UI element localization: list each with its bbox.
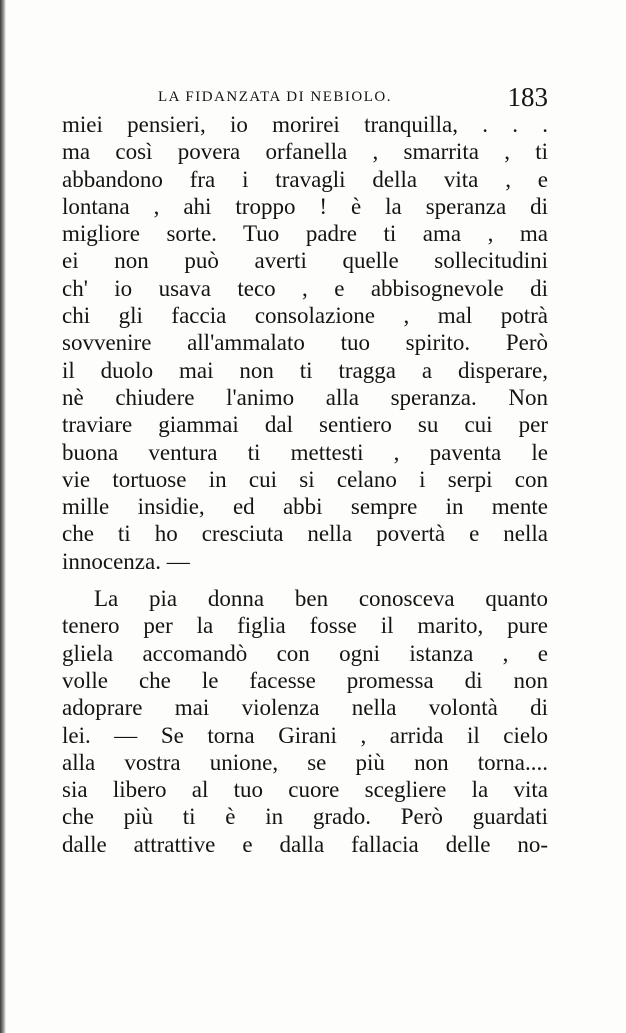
text-line: mille insidie, ed abbi sempre in mente [62, 494, 548, 520]
text-line: traviare giammai dal sentiero su cui per [62, 412, 548, 438]
text-line: che più ti è in grado. Però guardati [62, 804, 548, 830]
text-line: il duolo mai non ti tragga a disperare, [62, 357, 548, 383]
paragraph-2 [62, 585, 548, 858]
page-binding-edge [0, 0, 6, 1033]
running-head [62, 80, 548, 114]
running-title: LA FIDANZATA DI NEBIOLO. [158, 89, 392, 105]
text-line: ei non può averti quelle sollecitudini [62, 248, 548, 274]
text-line: gliela accomandò con ogni istanza , e [62, 640, 548, 666]
text-line: alla vostra unione, se più non torna.... [62, 749, 548, 775]
text-line: chi gli faccia consolazione , mal potrà [62, 303, 548, 329]
text-line: sia libero al tuo cuore scegliere la vita [62, 777, 548, 803]
body-text [62, 111, 548, 858]
text-line: adoprare mai violenza nella volontà di [62, 695, 548, 721]
text-line: lontana , ahi troppo ! è la speranza di [62, 193, 548, 219]
text-line: abbandono fra i travagli della vita , e [62, 166, 548, 192]
text-line: tenero per la figlia fosse il marito, pure [62, 613, 548, 639]
text-line: innocenza. — [62, 548, 190, 574]
text-line: ma così povera orfanella , smarrita , ti [62, 139, 548, 165]
text-line: ch' io usava teco , e abbisognevole di [62, 275, 548, 301]
text-line: vie tortuose in cui si celano i serpi con [62, 466, 548, 492]
text-line: sovvenire all'ammalato tuo spirito. Però [62, 330, 548, 356]
text-line: dalle attrattive e dalla fallacia delle no- [62, 831, 548, 857]
text-line: volle che le facesse promessa di non [62, 667, 548, 693]
text-line: migliore sorte. Tuo padre ti ama , ma [62, 221, 548, 247]
page-number: 183 [507, 82, 548, 112]
text-line: La pia donna ben conosceva quanto [94, 586, 548, 612]
text-line: nè chiudere l'animo alla speranza. Non [62, 384, 548, 410]
paragraph-gap [62, 575, 548, 585]
text-line: miei pensieri, io morirei tranquilla, . . . [62, 112, 548, 137]
text-line: che ti ho cresciuta nella povertà e nella [62, 521, 548, 547]
paragraph-1 [62, 111, 548, 575]
text-line: buona ventura ti mettesti , paventa le [62, 439, 548, 465]
text-line: lei. — Se torna Girani , arrida il cielo [62, 722, 548, 748]
